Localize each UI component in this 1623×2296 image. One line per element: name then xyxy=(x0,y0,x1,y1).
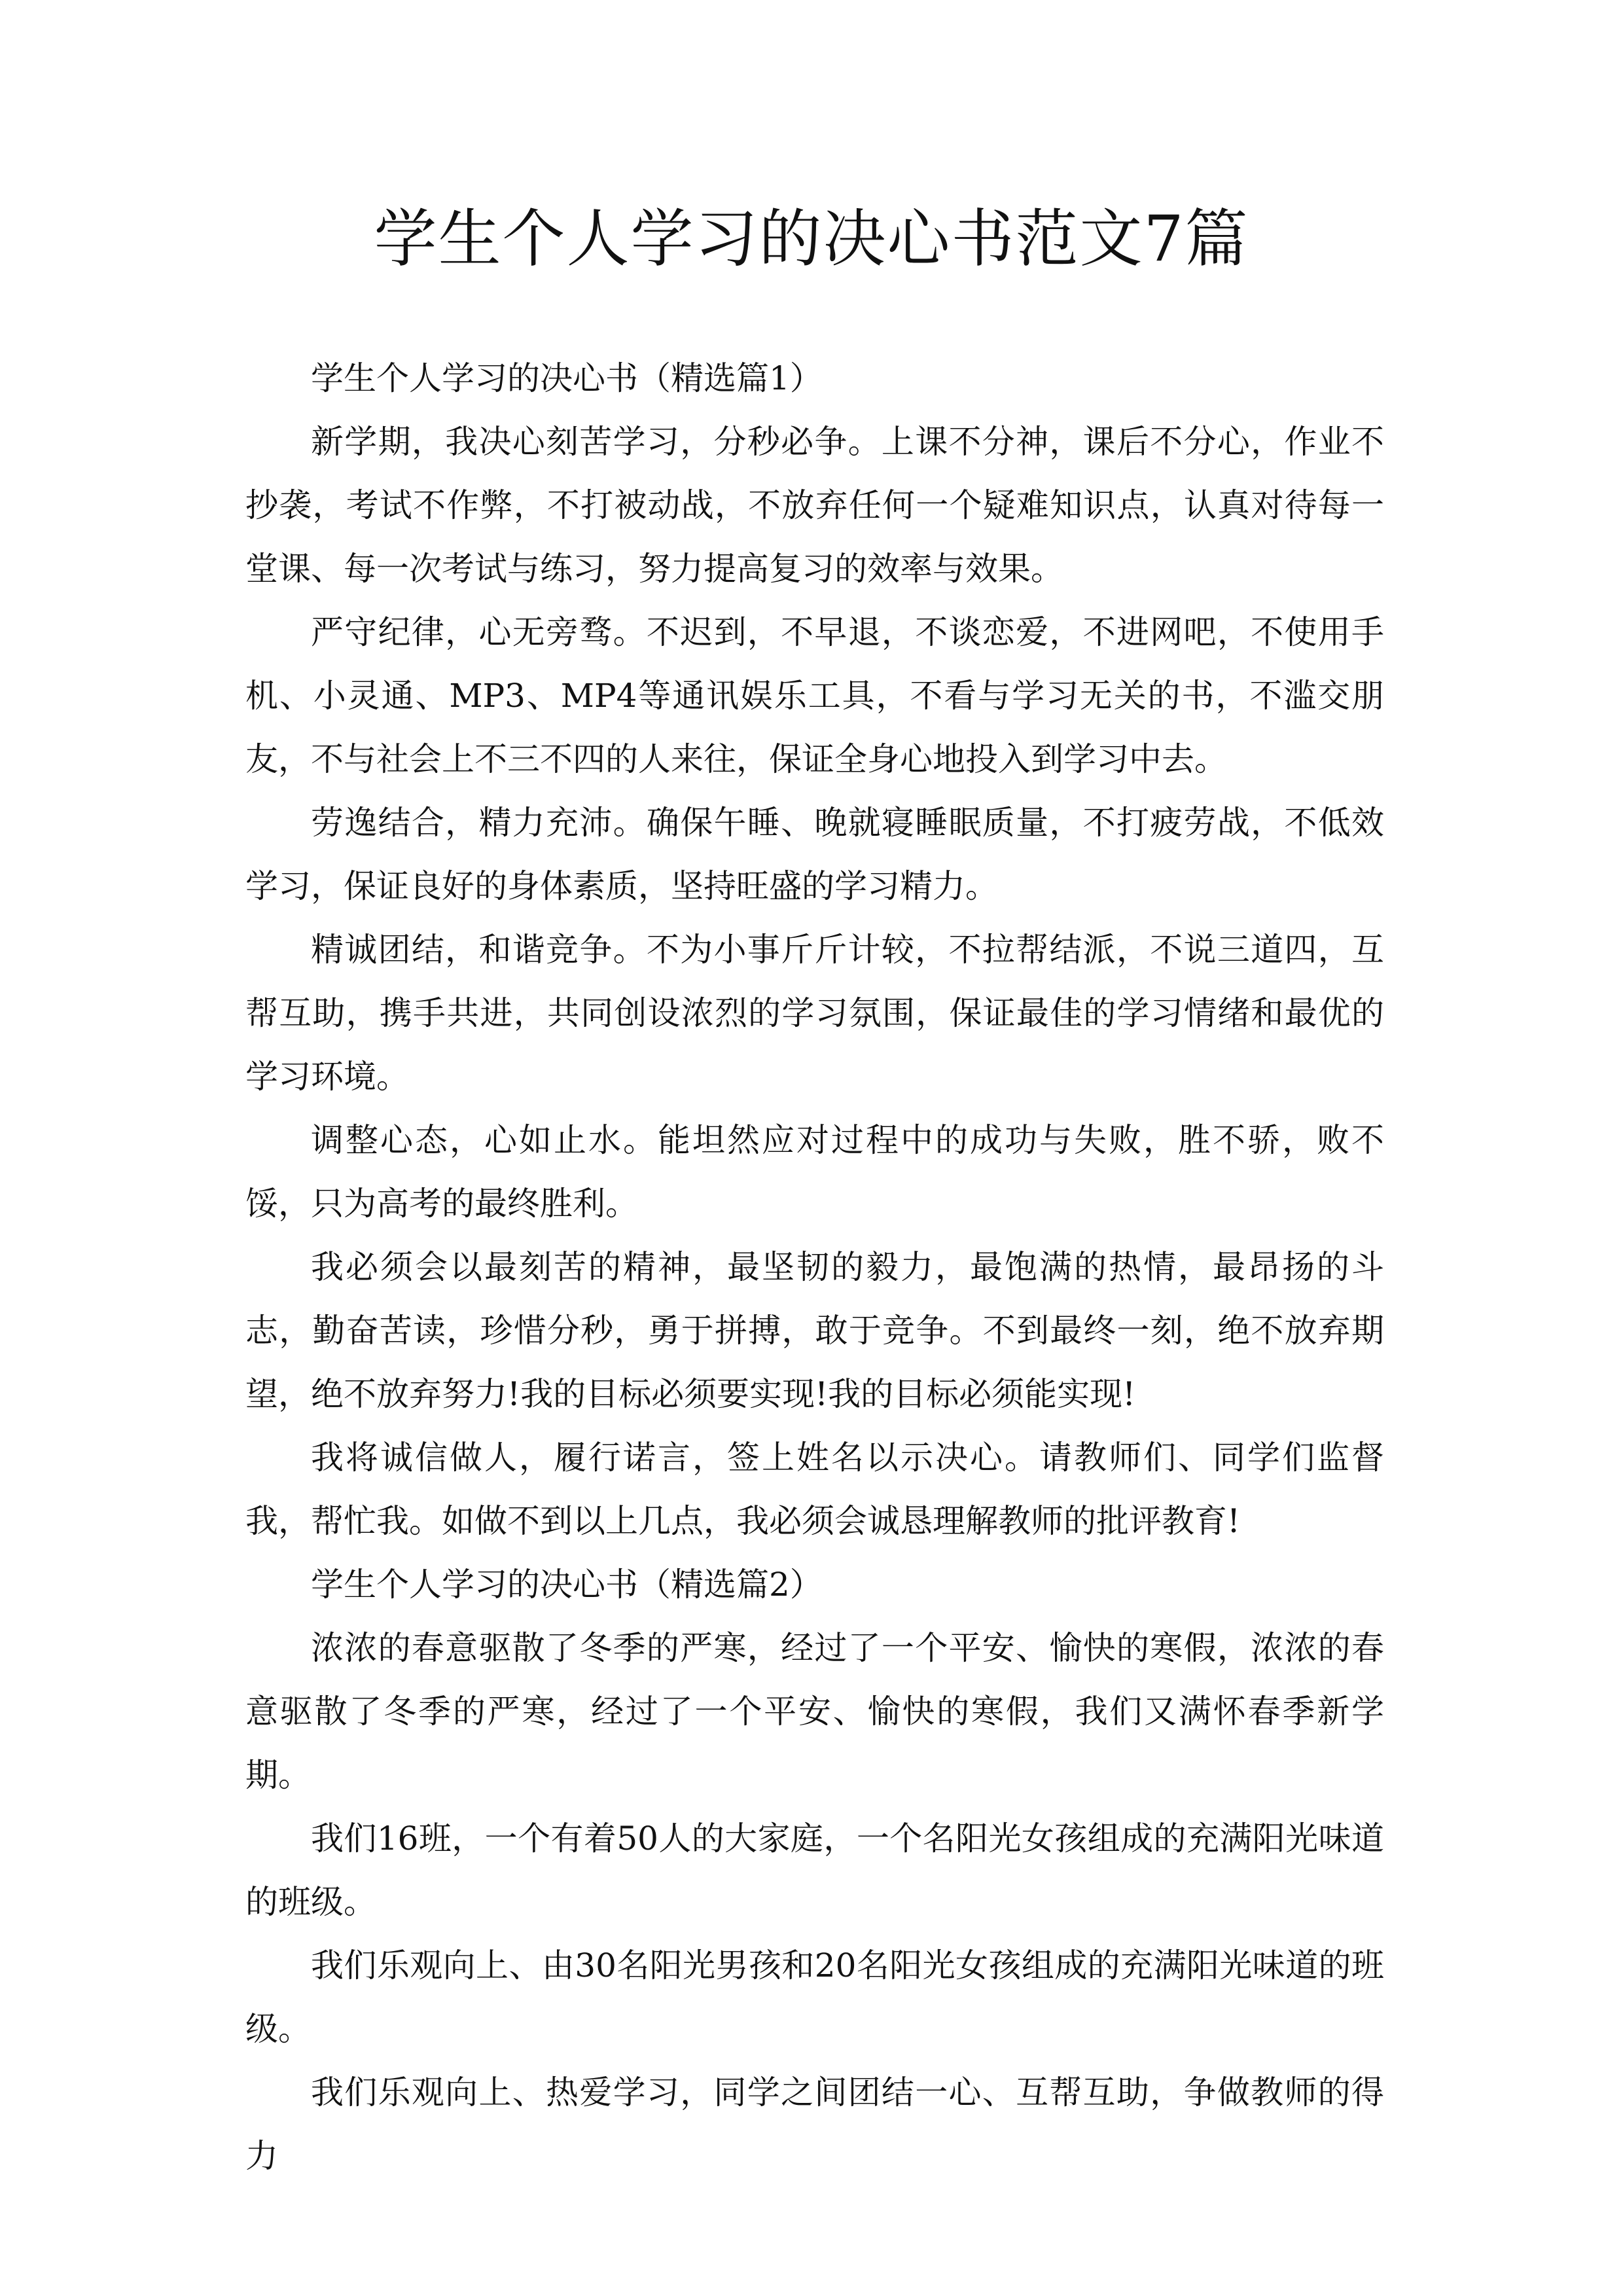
document-title: 学生个人学习的决心书范文7篇 xyxy=(374,202,1249,276)
paragraph: 精诚团结，和谐竞争。不为小事斤斤计较，不拉帮结派，不说三道四，互帮互助，携手共进，共同创设浓烈的学习氛围，保证最佳的学习情绪和最优的学习环境。 xyxy=(245,931,1384,1096)
paragraph: 新学期，我决心刻苦学习，分秒必争。上课不分神，课后不分心，作业不抄袭，考试不作弊，不打被动战，不放弃任何一个疑难知识点，认真对待每一堂课、每一次考试与练习，努力提高复习的效率与效果。 xyxy=(245,423,1384,588)
paragraph: 我们乐观向上、由30名阳光男孩和20名阳光女孩组成的充满阳光味道的班级。 xyxy=(245,1946,1384,2048)
paragraph: 我将诚信做人，履行诺言，签上姓名以示决心。请教师们、同学们监督我，帮忙我。如做不到以上几点，我必须会诚恳理解教师的批评教育! xyxy=(245,1439,1384,1540)
paragraph: 调整心态，心如止水。能坦然应对过程中的成功与失败，胜不骄，败不馁，只为高考的最终胜利。 xyxy=(245,1121,1384,1223)
paragraph: 我们16班，一个有着50人的大家庭，一个名阳光女孩组成的充满阳光味道的班级。 xyxy=(245,1820,1384,1921)
paragraph: 我们乐观向上、热爱学习，同学之间团结一心、互帮互助，争做教师的得力 xyxy=(245,2073,1384,2175)
section-heading-2: 学生个人学习的决心书（精选篇2） xyxy=(311,1566,823,1604)
paragraph: 劳逸结合，精力充沛。确保午睡、晚就寝睡眠质量，不打疲劳战，不低效学习，保证良好的身体素质，坚持旺盛的学习精力。 xyxy=(245,804,1384,905)
document-body xyxy=(245,347,1384,2188)
paragraph: 浓浓的春意驱散了冬季的严寒，经过了一个平安、愉快的寒假，浓浓的春意驱散了冬季的严寒，经过了一个平安、愉快的寒假，我们又满怀春季新学期。 xyxy=(245,1629,1384,1794)
paragraph: 严守纪律，心无旁骛。不迟到，不早退，不谈恋爱，不进网吧，不使用手机、小灵通、MP3、MP4等通讯娱乐工具，不看与学习无关的书，不滥交朋友，不与社会上不三不四的人来往，保证全身心地投入到学习中去。 xyxy=(245,613,1384,778)
paragraph: 我必须会以最刻苦的精神，最坚韧的毅力，最饱满的热情，最昂扬的斗志，勤奋苦读，珍惜分秒，勇于拼搏，敢于竞争。不到最终一刻，绝不放弃期望，绝不放弃努力!我的目标必须要实现!我的目标必须能实现! xyxy=(245,1248,1384,1413)
section-heading-1: 学生个人学习的决心书（精选篇1） xyxy=(311,359,823,397)
